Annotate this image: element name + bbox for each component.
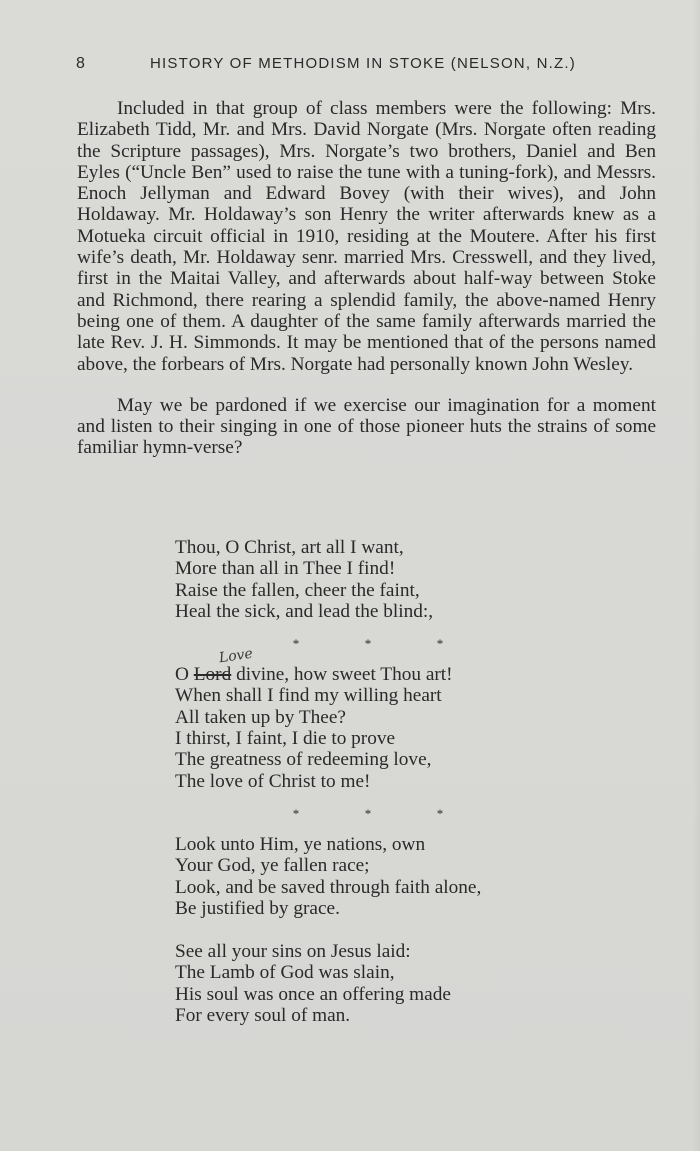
verse-line: For every soul of man. <box>175 1005 351 1027</box>
verse-line: The greatness of redeeming love, <box>175 749 432 771</box>
verse-line: His soul was once an offering made <box>175 983 451 1005</box>
verse-line: The love of Christ to me! <box>175 770 371 792</box>
verse-line: Heal the sick, and lead the blind:, <box>175 600 434 622</box>
separator-star: * <box>364 636 372 652</box>
verse-line: All taken up by Thee? <box>175 706 346 728</box>
stanza-3 <box>175 834 615 919</box>
separator-star: * <box>436 805 444 821</box>
stanza-separator <box>175 803 615 824</box>
verse-line-first <box>175 645 615 686</box>
verse-line: The Lamb of God was slain, <box>175 962 395 984</box>
page-number: 8 <box>76 55 86 72</box>
verse-prefix: O <box>175 664 189 686</box>
verse-line: When shall I find my willing heart <box>175 685 442 707</box>
page-edge-shadow <box>692 0 700 1151</box>
stanza-4 <box>175 941 615 1026</box>
separator-star: * <box>292 805 300 821</box>
stanza-2 <box>175 645 615 792</box>
body-text <box>77 98 656 459</box>
paragraph-class-members: Included in that group of class members were the following: Mrs. Elizabeth Tidd, Mr. and Mrs. David Norgate (Mrs. Norgate often reading the Scripture passages), Mrs. Norgate’s two brothers, Daniel and Ben Eyles (“Uncle Ben” used to raise the tune with a tuning-fork), and Messrs. Enoch Jellyman and Edward Bovey (with their wives), and John Holdaway. Mr. Holdaway’s son Henry the writer afterwards knew as a Motueka circuit official in 1910, residing at the Moutere. After his first wife’s death, Mr. Holdaway senr. married Mrs. Cresswell, and they lived, first in the Maitai Valley, and afterwards about half-way between Stoke and Richmond, there rearing a splendid family, the above-named Henry being one of them. A daughter of the same family afterwards married the late Rev. J. H. Simmonds. It may be mentioned that of the persons named above, the forbears of Mrs. Norgate had personally known John Wesley. <box>77 98 656 375</box>
stanza-1 <box>175 537 615 622</box>
verse-line: Look unto Him, ye nations, own <box>175 833 426 855</box>
paragraph-imagination: May we be pardoned if we exercise our imagination for a moment and listen to their singing in one of those pioneer huts the strains of some familiar hymn-verse? <box>77 394 656 459</box>
verse-line: Raise the fallen, cheer the faint, <box>175 579 420 601</box>
verse-rest: divine, how sweet Thou art! <box>236 664 453 686</box>
struck-word: Love Lord <box>193 645 254 686</box>
stanza-gap <box>175 919 615 941</box>
separator-star: * <box>292 636 300 652</box>
verse-line: Look, and be saved through faith alone, <box>175 876 482 898</box>
verse-line: Thou, O Christ, art all I want, <box>175 537 404 558</box>
running-head: HISTORY OF METHODISM IN STOKE (NELSON, N.Z.) <box>150 55 576 72</box>
page-header <box>76 55 656 79</box>
handwritten-correction: Love <box>217 645 254 667</box>
verse-line: See all your sins on Jesus laid: <box>175 941 411 963</box>
separator-star: * <box>364 805 372 821</box>
separator-star: * <box>436 636 444 652</box>
verse-line: Your God, ye fallen race; <box>175 855 370 877</box>
verse-line: More than all in Thee I find! <box>175 558 396 580</box>
hymn-verses <box>175 537 615 1026</box>
verse-line: I thirst, I faint, I die to prove <box>175 728 396 750</box>
verse-line: Be justified by grace. <box>175 897 340 919</box>
